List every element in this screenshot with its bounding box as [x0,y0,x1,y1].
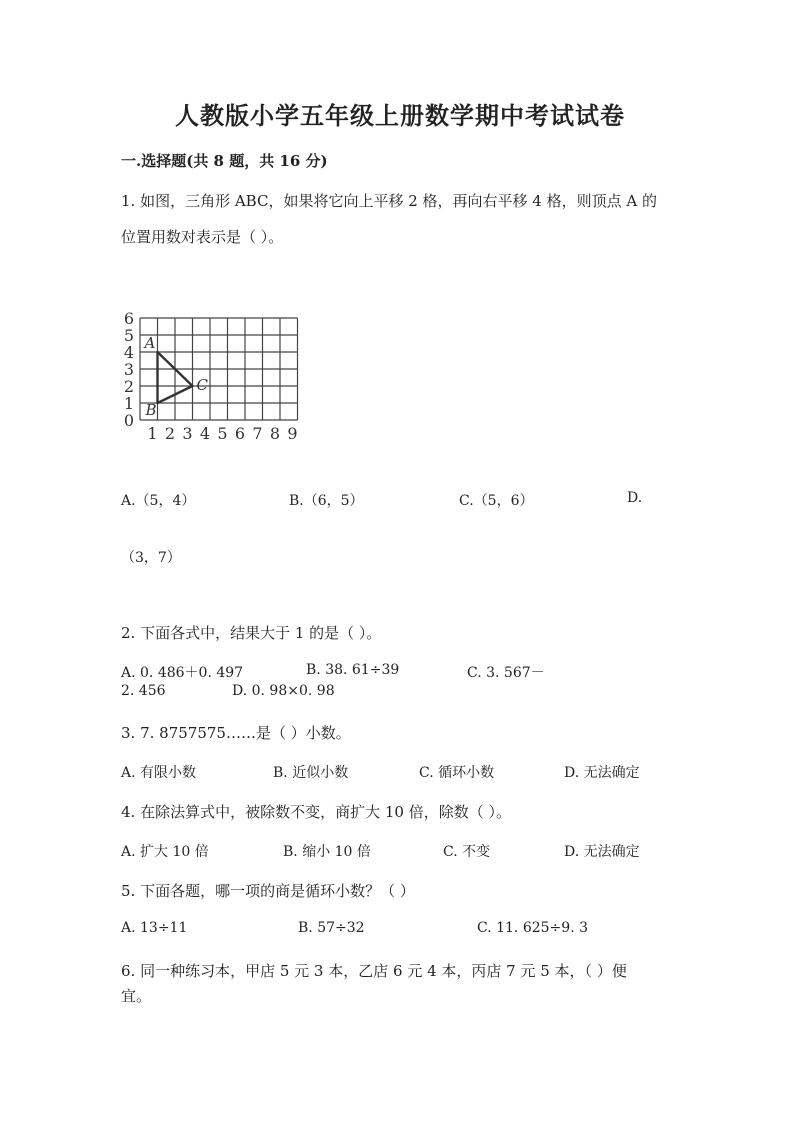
question-3-text: 3. 7. 8757575……是（ ）小数。 [121,724,351,742]
q1-option-d[interactable]: D. [627,490,643,506]
q3-option-a[interactable]: A. 有限小数 [121,765,197,781]
q2-option-c[interactable]: C. 3. 567－ [467,665,545,681]
grid-lines [140,318,298,420]
q5-option-b[interactable]: B. 57÷32 [298,920,365,936]
vertex-label-c: C [196,376,208,394]
y-tick-label: 0 [123,411,134,430]
y-tick-label: 6 [123,309,134,328]
x-tick-label: 7 [252,424,263,443]
q4-option-a[interactable]: A. 扩大 10 倍 [121,844,209,860]
x-tick-label: 8 [269,424,281,443]
section-heading: 一.选择题(共 8 题，共 16 分) [121,152,328,170]
question-5-text: 5. 下面各题，哪一项的商是循环小数？（ ） [121,882,415,900]
question-4-text: 4. 在除法算式中，被除数不变，商扩大 10 倍，除数（ ）。 [121,803,511,821]
q1-option-b[interactable]: B.（6，5） [289,493,364,509]
x-tick-label: 1 [147,424,158,443]
q5-option-a[interactable]: A. 13÷11 [121,920,188,936]
q3-option-b[interactable]: B. 近似小数 [273,765,349,781]
q4-option-b[interactable]: B. 缩小 10 倍 [283,844,371,860]
q1-option-c[interactable]: C.（5，6） [459,493,534,509]
question-2-text: 2. 下面各式中，结果大于 1 的是（ ）。 [121,624,382,642]
y-tick-label: 2 [123,377,134,396]
x-tick-label: 9 [287,424,298,443]
x-tick-label: 4 [199,424,211,443]
page-title: 人教版小学五年级上册数学期中考试试卷 [175,101,625,130]
q2-option-b[interactable]: B. 38. 61÷39 [306,662,400,678]
x-tick-label: 5 [217,424,228,443]
y-tick-label: 5 [123,326,134,345]
coordinate-grid-figure [118,278,318,446]
question-1-text-cont: 位置用数对表示是（ ）。 [121,228,284,246]
y-tick-label: 3 [123,360,134,379]
q2-option-d[interactable]: D. 0. 98×0. 98 [232,683,335,699]
vertex-label-b: B [145,401,157,419]
q1-option-d-value: （3，7） [121,550,181,566]
q5-option-c[interactable]: C. 11. 625÷9. 3 [477,920,588,936]
q2-option-a[interactable]: A. 0. 486＋0. 497 [121,665,244,681]
q4-option-c[interactable]: C. 不变 [443,844,491,860]
x-tick-label: 2 [164,424,176,443]
question-6-text-cont: 宜。 [121,987,152,1005]
x-tick-label: 3 [182,424,193,443]
q1-option-a[interactable]: A.（5，4） [121,493,196,509]
y-tick-label: 4 [123,343,134,362]
y-axis-labels [124,309,134,430]
q3-option-d[interactable]: D. 无法确定 [564,765,640,781]
vertex-label-a: A [144,334,156,352]
question-1-text: 1. 如图，三角形 ABC，如果将它向上平移 2 格，再向右平移 4 格，则顶点 A 的 [121,192,657,210]
x-tick-label: 6 [234,424,246,443]
y-tick-label: 1 [123,394,134,413]
q4-option-d[interactable]: D. 无法确定 [564,844,640,860]
q2-option-c-cont: 2. 456 [121,683,166,699]
q3-option-c[interactable]: C. 循环小数 [419,765,495,781]
question-6-text: 6. 同一种练习本，甲店 5 元 3 本，乙店 6 元 4 本，丙店 7 元 5 本，（ ）便 [121,962,627,980]
x-axis-labels [147,424,297,443]
